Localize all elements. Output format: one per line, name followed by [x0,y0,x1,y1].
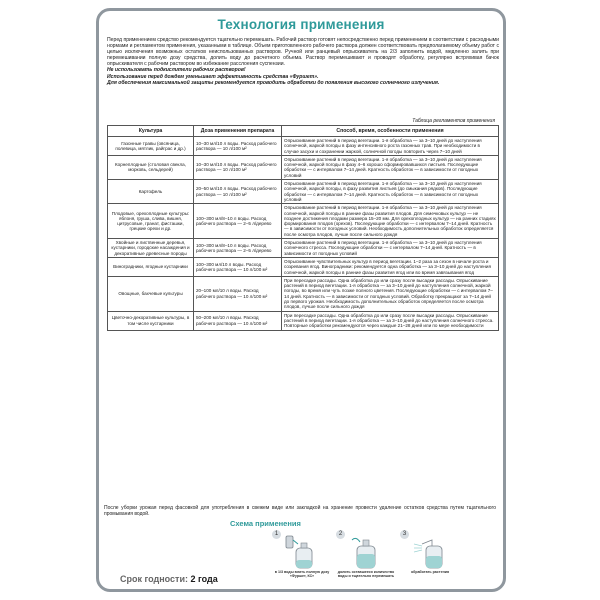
shelf-life-value: 2 года [190,574,218,584]
cell-crop: Овощные, бахчевые культуры [108,276,194,311]
cell-dose: 20–50 мл/10 л воды. Расход рабочего раствора — 10 л/100 м² [194,180,282,204]
scheme-title: Схема применения [230,519,301,528]
table-row [108,204,499,239]
cell-dose: 20–100 мл/10 л воды. Расход рабочего раствора — 10 л/100 м² [194,276,282,311]
step-caption: обработать растения [410,570,450,574]
table-row [108,239,499,258]
cell-crop: Виноградники, ягодные кустарники [108,257,194,276]
sprayer-mix-icon [348,534,382,570]
cell-crop: Газонные травы (овсяница, полевица, мятлик, райграс и др.) [108,137,194,156]
scheme-step-2 [336,530,396,588]
cell-method: Опрыскивание чувствительных культур в период вегетации. 1–2 раза за сезон в начале роста и созревания ягод. Виноградники: рекомендуется одна обработка — за 3–10 дней до наступления солнечной, жаркой погоды в ранние фазы развития ягод или во время завязывания ягод [282,257,499,276]
cell-dose: 100–300 мл/8–10 л воды. Расход рабочего раствора — 2–5 л/дерево [194,239,282,258]
step-caption: долить оставшееся количество воды и тщательно перемешать [337,570,395,579]
table-row [108,311,499,330]
cell-method: При пересадке рассады. Одна обработка до или сразу после высадки рассады. Опрыскивание растений в период вегетации. 1-я обработка — за 3–10 дней до наступления солнечного стресса. Повторные обработки рекомендуются через каждые 21–28 дней или по мере необходимости [282,311,499,330]
table-row [108,137,499,156]
cell-crop: Корнеплодные (столовая свекла, морковь, сельдерей) [108,155,194,179]
shelf-life-label: Срок годности: [120,574,188,584]
shelf-life [120,574,218,584]
scheme-step-3 [400,530,460,588]
table-row [108,276,499,311]
step-caption: в 1/3 воды влить полную дозу «Фуршет, КС» [274,570,330,579]
header-crop: Культура [108,126,194,137]
sprayer-apply-icon [412,534,446,570]
cell-method: Опрыскивание растений в период вегетации. 1-я обработка — за 3–10 дней до наступления солнечной, жаркой погоды, в фазу развития листьев (до смыкания рядков). Последующие обработки — с интервалом 7–14 дней. Кратность обработок — в зависимости от погодных условий [282,180,499,204]
cell-method: Опрыскивание растений в период вегетации. 1-я обработка — за 3–10 дней до наступления солнечного стресса. Последующие обработки — с интервалом 7–14 дней. Кратность — в зависимости от погодных условий [282,239,499,258]
table-row [108,155,499,179]
cell-dose: 10–30 мл/10 л воды. Расход рабочего раствора — 10 л/100 м² [194,137,282,156]
cell-crop: Хвойные и лиственные деревья, кустарники, городские насаждения и декоративные древесные породы [108,239,194,258]
application-scheme [272,530,460,590]
cell-crop: Плодовые, орехоплодные культуры: яблоня, груша, слива, вишня, цитрусовые, гранат, фисташки, грецкие орехи и др. [108,204,194,239]
table-caption: Таблица регламентов применения [412,118,495,124]
intro-paragraph: Перед применением средство рекомендуется тщательно перемешать. Рабочий раствор готовят непосредственно перед применением в соответствии с расходными нормами и регламентом применения, указанными в таблице. Объем приготовленного рабочего раствора должен соответствовать предполагаемому объему работ с целью исключения возможных остатков неиспользованных растворов. Ручной или ранцевый опрыскиватель на 2/3 заполнить водой, медленно залить при перемешивании полную дозу средства, долить воду до расчетного объема. Раствор перемешивают и проводят обработку, регулярно встряхивая бачок опрыскивателя с рабочим раствором во избежание расслоения суспензии. [107,37,499,68]
table-row [108,180,499,204]
table-row [108,257,499,276]
cell-crop: Картофель [108,180,194,204]
cell-dose: 10–30 мл/10 л воды. Расход рабочего раствора — 10 л/100 м² [194,155,282,179]
step-number: 1 [272,530,281,539]
intro-text [107,37,499,86]
regulation-table [107,125,499,331]
cell-dose: 50–200 мл/10 л воды. Расход рабочего раствора — 10 л/100 м² [194,311,282,330]
cell-method: Опрыскивание растений в период вегетации. 1-я обработка — за 3–10 дней до наступления солнечной, жаркой погоды в ранние фазы развития плодов. Для семечковых культур — не позднее достижения плодами размера 15–20 мм. Для орехоплодных культур — на ранних стадиях формирования плодов (орехов). Последующие обработки — с интервалом 7–14 дней. Кратность — в зависимости от погодных условий. Необходимость дополнительных обработок определяется после осмотра плодов, лучше после сильного дождя [282,204,499,239]
cell-method: При пересадке рассады. Одна обработка до или сразу после высадки рассады. Опрыскивание растений в период вегетации. 1-я обработка — за 3–10 дней до наступления солнечной, жаркой погоды, во время или чуть позже полного цветения. Последующие обработки — с интервалом 7–14 дней. Кратность — в зависимости от погодных условий. Обработку прекращают за 7–14 дней до первого урожая. Необходимость дополнительных обработок определяется после осмотра плодов, лучше после сильного дождя [282,276,499,311]
page-title: Технология применения [217,17,385,32]
cell-method: Опрыскивание растений в период вегетации. 1-я обработка — за 3–10 дней до наступления солнечной, жаркой погоды в фазу интенсивного роста газонных трав. При необходимости в случае засухи и сохранении жаркой, солнечной погоды повторить через 7–10 дней [282,137,499,156]
header-method: Способ, время, особенности применения [282,126,499,137]
scheme-step-1 [272,530,332,588]
table-header-row [108,126,499,137]
sprayer-fill-icon [284,534,318,570]
after-harvest-note: После уборки урожая перед фасовкой для употребления в свежем виде или закладкой на хранение провести удаление остатков средства путем тщательного промывания водой. [104,505,496,517]
cell-dose: 100–300 мл/8–10 л воды. Расход рабочего раствора — 2–5 л/дерево [194,204,282,239]
header-dose: Доза применения препарата [194,126,282,137]
cell-method: Опрыскивание растений в период вегетации. 1-я обработка — за 3–10 дней до наступления солнечной, жаркой погоды в фазу 4–6 хорошо сформировавшихся листьев. Последующие обработки — с интервалом 7–14 дней. Кратность обработок — в зависимости от погодных условий [282,155,499,179]
intro-warning: Не использовать подкислители рабочих растворов! [107,67,246,74]
cell-crop: Цветочно-декоративные культуры, в том числе кустарники [108,311,194,330]
step-number: 3 [400,530,409,539]
step-number: 2 [336,530,345,539]
intro-warning: Использование перед дождем уменьшает эффективность средства «Фуршет». [107,73,319,80]
cell-dose: 100–300 мл/10 л воды. Расход рабочего раствора — 10 л/100 м² [194,257,282,276]
intro-warning: Для обеспечения максимальной защиты рекомендуется проводить обработки до появления высокого солнечного излучения. [107,79,440,86]
